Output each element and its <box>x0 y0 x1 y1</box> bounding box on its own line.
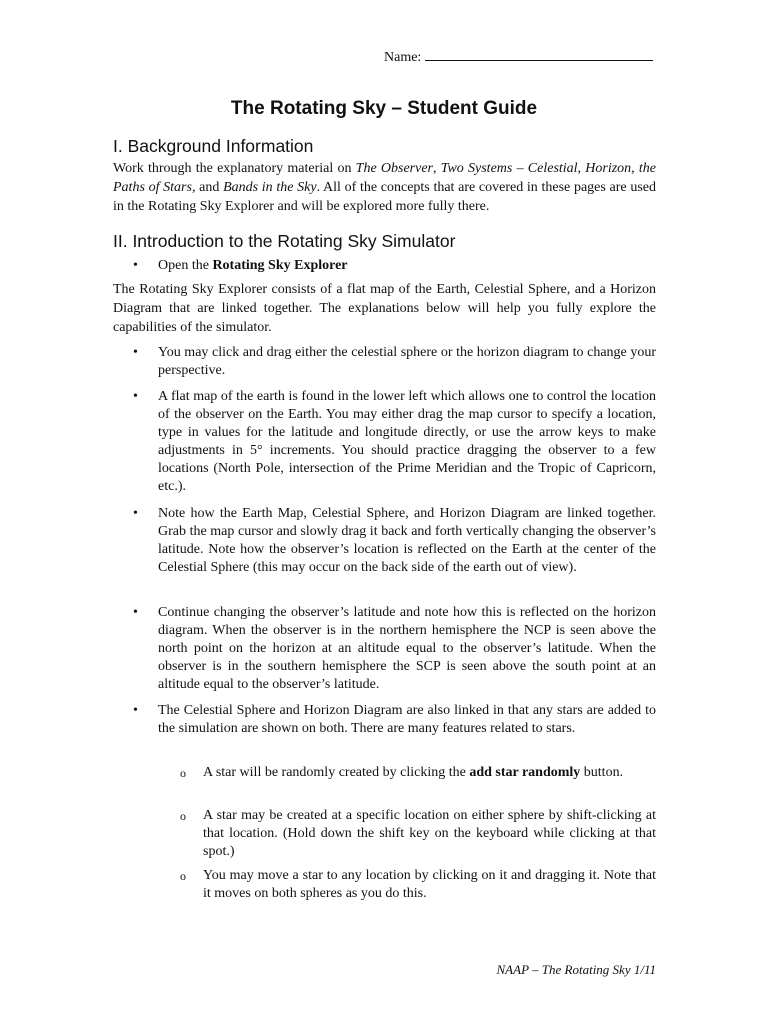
italic-title: Bands in the Sky <box>223 180 317 195</box>
sub-bullet-item: o A star may be created at a specific location on either sphere by shift-clicking at that location. (Hold down the shift key on the keyboard while clicking at that spot.) <box>203 807 656 861</box>
text-run: . All of the concepts that are covered in these pages are used in the Rotating Sky Explorer and will be explored more fully there. <box>113 180 656 214</box>
intro-paragraph: The Rotating Sky Explorer consists of a flat map of the Earth, Celestial Sphere, and a Horizon Diagram that are linked together. The explanations below will help you fully explore the capabilities of the simulator. <box>113 282 656 335</box>
text-run: Open the <box>158 258 213 273</box>
bullet-item: • You may click and drag either the celestial sphere or the horizon diagram to change your perspective. <box>158 344 656 380</box>
bullet-item: • A flat map of the earth is found in the lower left which allows one to control the location of the observer on the Earth. You may either drag the map cursor to specify a location, type in values for the latitude and longitude directly, or use the arrow keys to make adjustments in 5° increments. You should practice dragging the observer to a few locations (North Pole, intersection of the Prime Meridian and the Tropic of Capricorn, etc.). <box>158 388 656 496</box>
name-field <box>384 46 653 66</box>
background-paragraph <box>113 159 656 216</box>
name-blank-line <box>425 46 653 61</box>
bullet-item: • Continue changing the observer’s latitude and note how this is reflected on the horizon diagram. When the observer is in the northern hemisphere the NCP is seen above the north point on the horizon at an altitude equal to the observer’s latitude. When the observer is in the southern hemisphere the SCP is seen above the south point at an altitude equal to the observer’s latitude. <box>158 604 656 694</box>
bullet-item: • Note how the Earth Map, Celestial Sphere, and Horizon Diagram are linked together. Grab the map cursor and slowly drag it back and forth vertically changing the observer’s latitude. Note how the observer’s location is reflected on the Earth at the center of the Celestial Sphere (this may occur on the back side of the earth out of view). <box>158 505 656 577</box>
sub-bullet-item <box>203 764 656 782</box>
section-heading-background: I. Background Information <box>113 136 314 156</box>
text-run: , <box>433 161 441 176</box>
text-run: Work through the explanatory material on <box>113 161 356 176</box>
italic-title: the Paths of Stars, <box>113 161 656 195</box>
bold-text: add star randomly <box>469 765 581 780</box>
text-run: and <box>195 180 224 195</box>
text-run: , <box>631 161 639 176</box>
bold-text: Rotating Sky Explorer <box>212 258 348 273</box>
sub-bullet-item: o You may move a star to any location by clicking on it and dragging it. Note that it moves on both spheres as you do this. <box>203 867 656 903</box>
italic-title: Two Systems – Celestial, Horizon <box>440 161 632 176</box>
name-label: Name: <box>384 50 422 65</box>
italic-title: The Observer <box>355 161 433 176</box>
bullet-open-explorer <box>158 257 656 275</box>
text-run: button. <box>580 765 624 780</box>
section-heading-introduction: II. Introduction to the Rotating Sky Simulator <box>113 231 456 251</box>
page-footer: NAAP – The Rotating Sky 1/11 <box>496 962 656 977</box>
page-title: The Rotating Sky – Student Guide <box>230 98 538 119</box>
text-run: A star will be randomly created by clicking the <box>203 765 470 780</box>
bullet-item: • The Celestial Sphere and Horizon Diagram are also linked in that any stars are added to the simulation are shown on both. There are many features related to stars. <box>158 702 656 738</box>
